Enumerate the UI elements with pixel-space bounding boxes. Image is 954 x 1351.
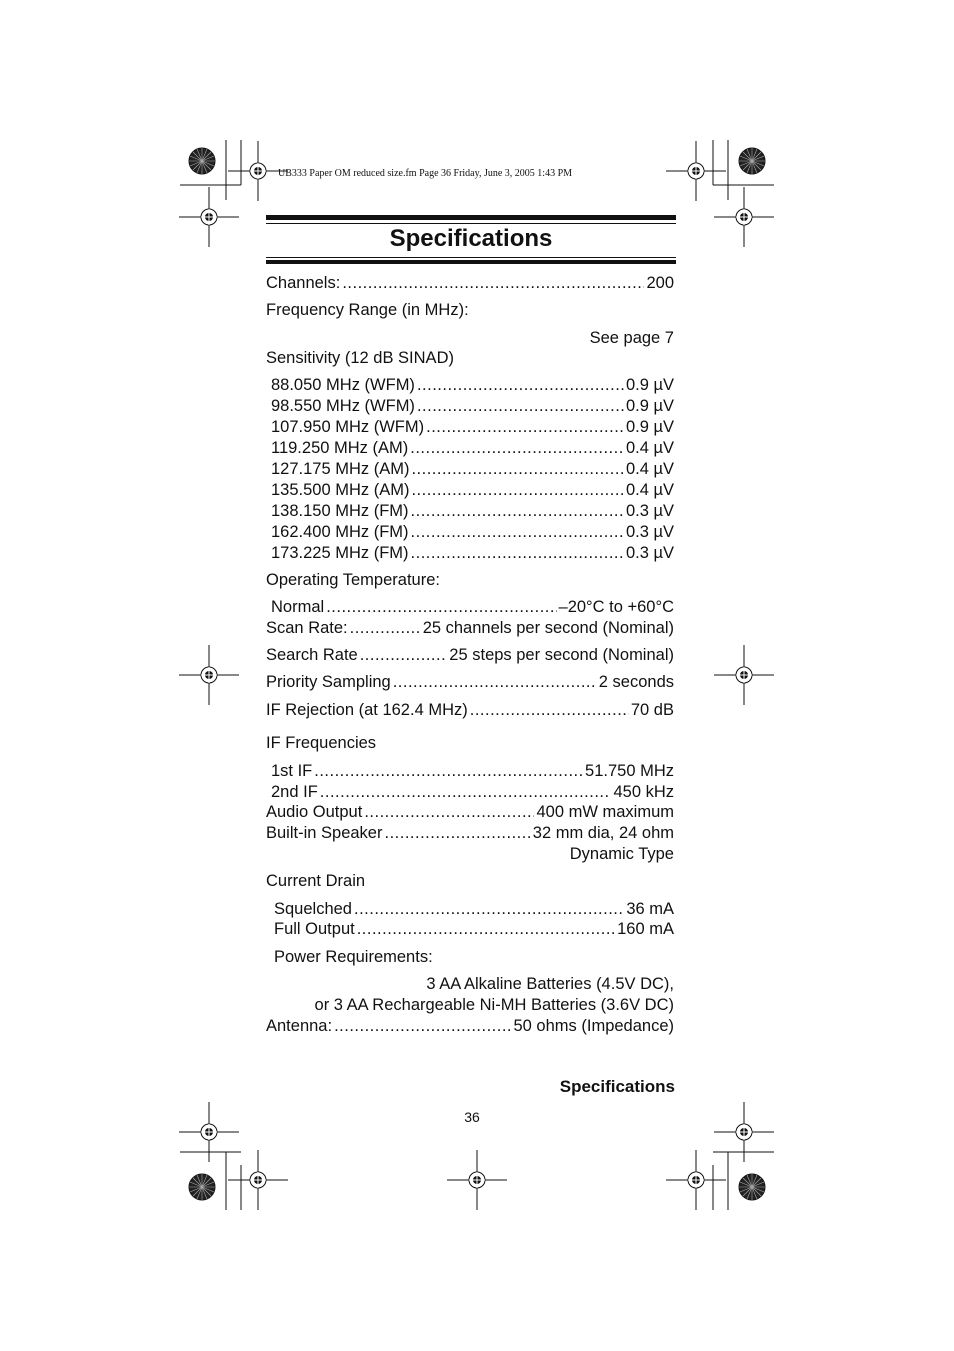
spec-row [271,480,674,500]
spec-label-if-frequencies: IF Frequencies [266,734,377,752]
title-rule-bottom-thin [266,257,676,258]
spec-value: 32 mm dia, 24 ohm [532,824,674,842]
spec-value: 25 channels per second (Nominal) [422,619,674,637]
spec-value: –20°C to +60°C [558,598,674,616]
spec-label-operating-temperature: Operating Temperature: [266,571,440,589]
spec-row [274,899,674,919]
spec-label: IF Rejection (at 162.4 MHz) [266,701,468,719]
page-title: Specifications [389,225,553,252]
title-rule-bottom [266,260,676,264]
spec-value: 160 mA [617,920,674,938]
spec-row-builtin-speaker [266,823,674,843]
spec-value: 0.4 µV [625,481,674,499]
spec-label: Search Rate [266,646,358,664]
spec-row [271,375,674,395]
spec-row [271,459,674,479]
spec-value: 51.750 MHz [585,762,674,780]
spec-label: 98.550 MHz (WFM) [271,397,415,415]
page-number: 36 [464,1109,480,1125]
spec-label: 162.400 MHz (FM) [271,523,409,541]
spec-value: 0.3 µV [625,523,674,541]
spec-row [271,761,674,781]
spec-label: Full Output [274,920,355,938]
spec-row [271,501,674,521]
spec-value: 2 seconds [598,673,674,691]
spec-value: 25 steps per second (Nominal) [449,646,674,664]
spec-row [271,543,674,563]
spec-label: Scan Rate: [266,619,348,637]
spec-label-frequency-range: Frequency Range (in MHz): [266,301,469,319]
spec-value-speaker-type: Dynamic Type [569,845,674,863]
spec-value: 0.4 µV [625,439,674,457]
spec-label: Normal [271,598,325,616]
spec-row-if-rejection [266,700,674,720]
spec-row [274,919,674,939]
spec-value: 450 kHz [613,783,674,801]
spec-value: 0.3 µV [625,502,674,520]
spec-row-priority-sampling [266,672,674,692]
spec-label: Audio Output [266,803,363,821]
spec-value: 0.9 µV [625,376,674,394]
spec-label-sensitivity: Sensitivity (12 dB SINAD) [266,349,454,367]
spec-label: Squelched [274,900,352,918]
spec-row [271,522,674,542]
title-rule-top-thin [266,223,676,224]
spec-row-channels [266,273,674,293]
spec-value: 0.9 µV [625,397,674,415]
spec-value: 400 mW maximum [536,803,674,821]
spec-row-antenna [266,1016,674,1036]
spec-value-power-line1: 3 AA Alkaline Batteries (4.5V DC), [426,975,674,993]
spec-label-power-requirements: Power Requirements: [274,948,433,966]
spec-label: 2nd IF [271,783,318,801]
spec-label: 173.225 MHz (FM) [271,544,409,562]
spec-label-current-drain: Current Drain [266,872,366,890]
spec-row [271,396,674,416]
spec-label: Built-in Speaker [266,824,383,842]
spec-row-audio-output [266,802,674,822]
spec-value: 50 ohms (Impedance) [513,1017,674,1035]
spec-row-scan-rate [266,618,674,638]
spec-label: 107.950 MHz (WFM) [271,418,425,436]
spec-label: 135.500 MHz (AM) [271,481,410,499]
spec-value: 70 dB [630,701,674,719]
spec-value: 200 [646,274,674,292]
footer-section-title: Specifications [559,1077,675,1096]
spec-label: 138.150 MHz (FM) [271,502,409,520]
spec-value: 36 mA [626,900,674,918]
spec-label: 127.175 MHz (AM) [271,460,410,478]
spec-value-power-line2: or 3 AA Rechargeable Ni-MH Batteries (3.6V DC) [314,996,674,1014]
spec-label: 88.050 MHz (WFM) [271,376,415,394]
spec-label: Priority Sampling [266,673,391,691]
spec-value: 0.3 µV [625,544,674,562]
spec-label: 1st IF [271,762,313,780]
spec-row [271,782,674,802]
spec-label: Antenna: [266,1017,333,1035]
spec-row-search-rate [266,645,674,665]
print-header: UB333 Paper OM reduced size.fm Page 36 Friday, June 3, 2005 1:43 PM [278,168,573,179]
spec-label: 119.250 MHz (AM) [271,439,409,457]
spec-row-normal-temperature [271,597,674,617]
spec-row [271,438,674,458]
spec-value: 0.4 µV [625,460,674,478]
spec-value-frequency-range: See page 7 [589,329,674,347]
spec-value: 0.9 µV [625,418,674,436]
spec-row [271,417,674,437]
spec-label: Channels: [266,274,341,292]
title-rule-top [266,215,676,220]
